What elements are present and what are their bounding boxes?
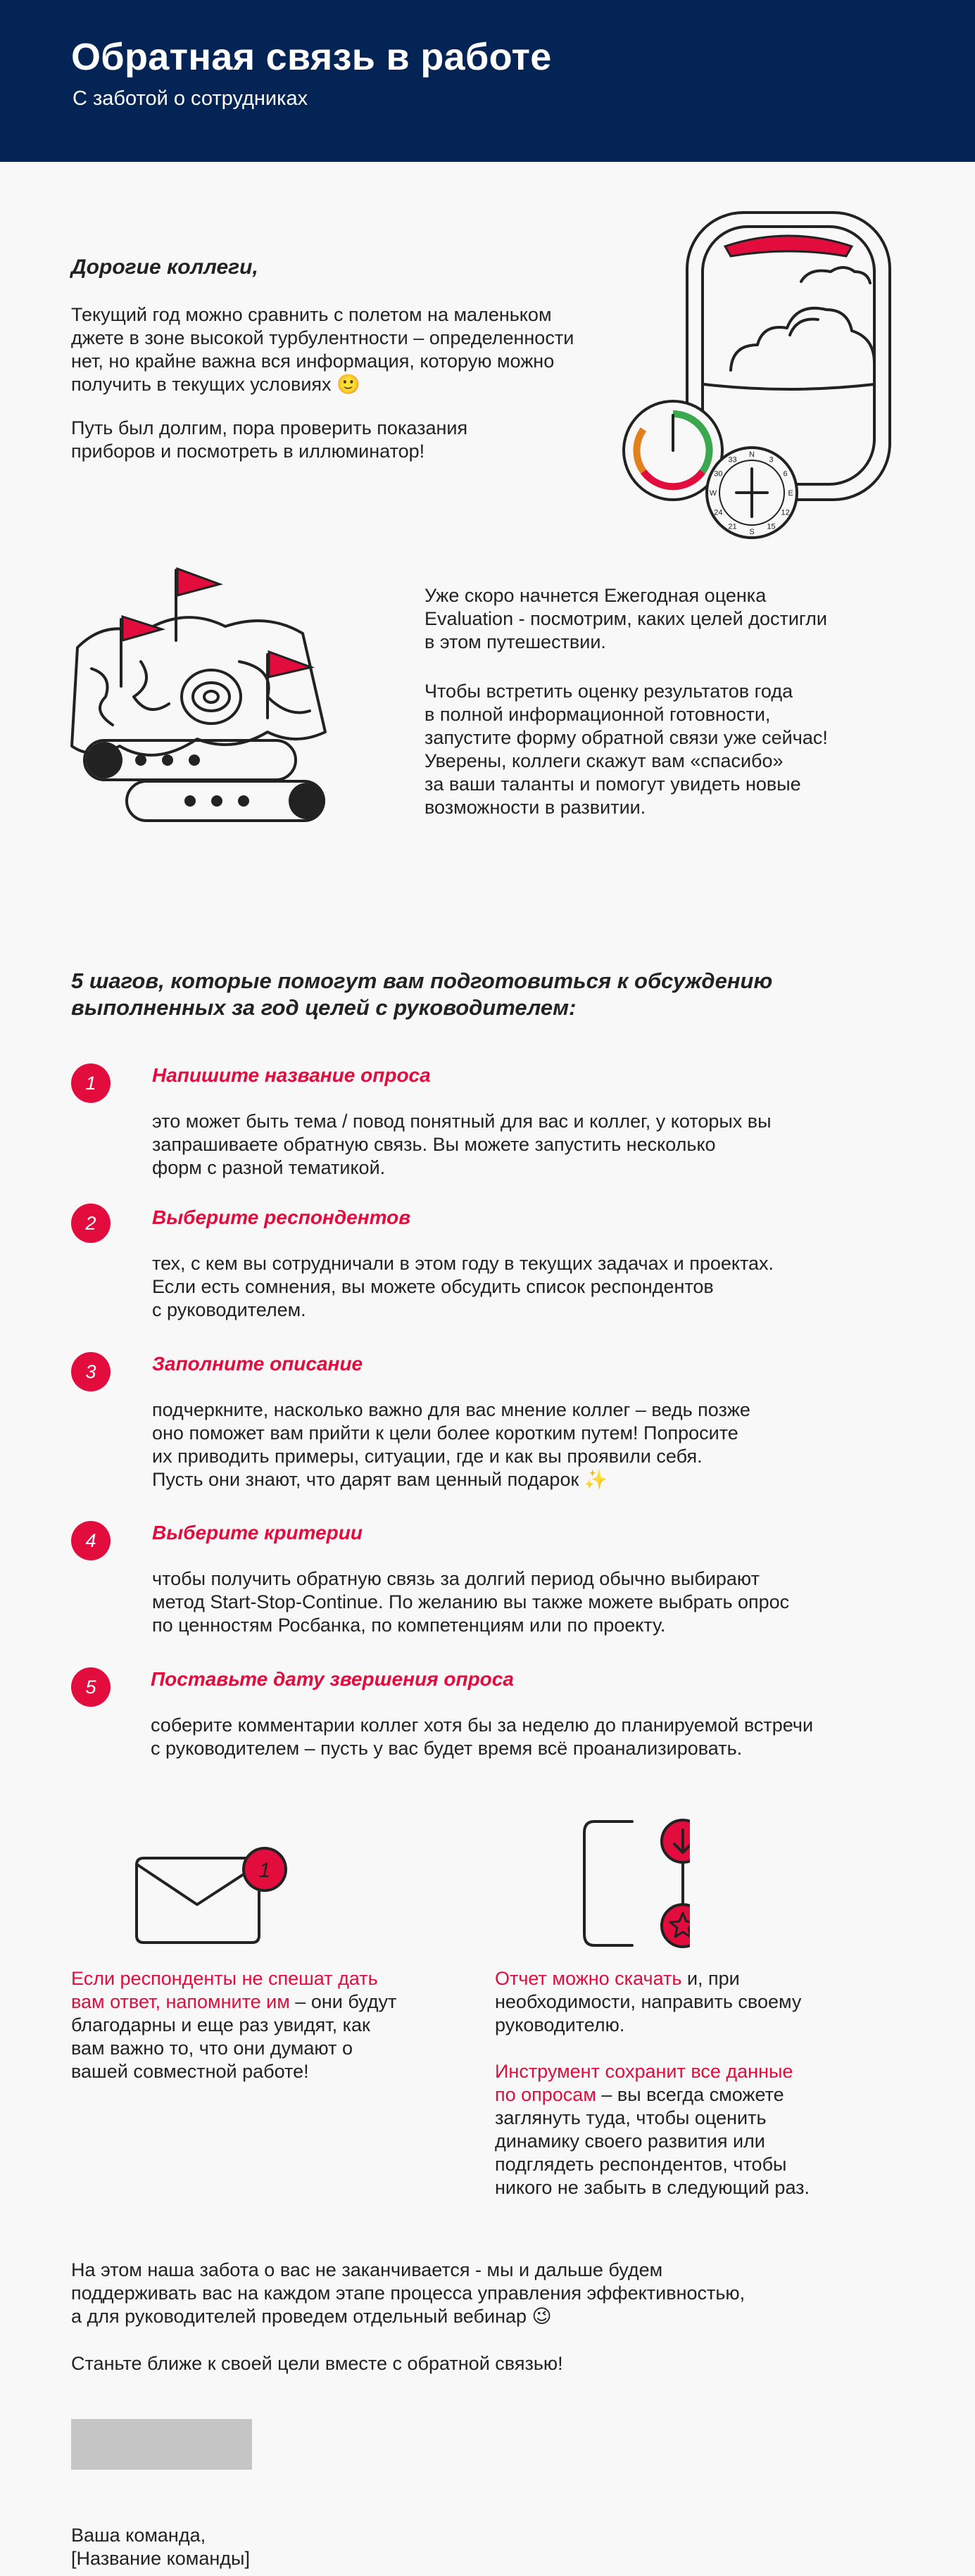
compass-label: 30 xyxy=(714,469,723,479)
text-line: метод Start-Stop-Continue. По желанию вы также можете выбрать опрос xyxy=(152,1591,790,1612)
text-line: Evaluation - посмотрим, каких целей достигли xyxy=(424,608,827,629)
dot xyxy=(189,755,200,766)
text-line: необходимости, направить своему xyxy=(495,1991,802,2012)
text-line: Уверены, коллеги скажут вам «спасибо» xyxy=(424,750,784,771)
text-line: джете в зоне высокой турбулентности – определенности xyxy=(71,327,574,348)
text-line: динамику своего развития или xyxy=(495,2130,765,2152)
text-line: тех, с кем вы сотрудничали в этом году в текущих задачах и проектах. xyxy=(152,1253,774,1274)
tip-reminder-red-line: Если респонденты не спешат дать xyxy=(71,1968,378,1989)
document-bracket xyxy=(584,1821,632,1945)
tip-saved-red-text: по опросам xyxy=(495,2084,596,2105)
dot xyxy=(184,795,196,807)
text-line: это может быть тема / повод понятный для вас и коллег, у которых вы xyxy=(152,1111,772,1132)
map-island-outer xyxy=(182,670,241,724)
compass-label: W xyxy=(709,489,717,498)
step-5-text xyxy=(151,1714,813,1760)
greeting: Дорогие коллеги, xyxy=(71,255,258,279)
treasure-map-illustration xyxy=(63,556,366,852)
text-line: соберите комментарии коллег хотя бы за неделю до планируемой встречи xyxy=(151,1715,814,1736)
text-line: поддерживать вас на каждом этапе процесса управления эффективностью, xyxy=(71,2283,746,2304)
compass-label: 12 xyxy=(781,508,790,517)
step-1-text xyxy=(152,1110,772,1180)
steps-heading xyxy=(71,968,772,1021)
thumbs-up-icon xyxy=(289,783,325,819)
text-line: благодарны и еще раз увидят, как xyxy=(71,2014,370,2035)
dot xyxy=(135,755,146,766)
window-frame-inner xyxy=(703,227,874,484)
text-line: Если есть сомнения, вы можете обсудить список респондентов xyxy=(152,1276,714,1297)
flag-2-icon xyxy=(122,617,162,640)
step-5-title: Поставьте дату звершения опроса xyxy=(151,1668,514,1690)
text-line: заглянуть туда, чтобы оценить xyxy=(495,2107,767,2128)
closing-cta: Станьте ближе к своей цели вместе с обратной связью! xyxy=(71,2353,563,2374)
download-icon xyxy=(662,1820,690,1862)
text-line: Путь был долгим, пора проверить показания xyxy=(71,417,468,438)
text-line: подглядеть респондентов, чтобы xyxy=(495,2154,787,2175)
signature-line: [Название команды] xyxy=(71,2548,250,2569)
compass-label: S xyxy=(749,528,755,536)
envelope-flap xyxy=(138,1865,258,1905)
map-route-middle xyxy=(134,662,169,709)
download-save-illustration xyxy=(577,1814,690,1955)
closing-paragraph xyxy=(71,2259,745,2328)
signature-line: Ваша команда, xyxy=(71,2525,206,2546)
cloud-big xyxy=(731,308,874,370)
tip-download-mixed-line xyxy=(495,1967,801,1990)
notification-badge-count: 1 xyxy=(258,1859,271,1882)
map-route-left xyxy=(92,669,113,725)
compass-label: N xyxy=(749,450,755,459)
envelope-icon xyxy=(137,1858,259,1943)
compass-label: 6 xyxy=(783,469,788,479)
text-line: а для руководителей проведем отдельный вебинар 😉 xyxy=(71,2306,552,2327)
tip-download-dark-text: и, при xyxy=(681,1968,740,1989)
step-5-number: 5 xyxy=(71,1667,111,1707)
tip-saved-dark-text: – вы всегда сможете xyxy=(596,2084,784,2105)
dot xyxy=(238,795,249,807)
horizon-line xyxy=(704,384,874,389)
step-2-text xyxy=(152,1252,774,1322)
tip-reminder-red-text: вам ответ, напомните им xyxy=(71,1991,290,2012)
text-line: с руководителем. xyxy=(152,1299,306,1320)
tip-saved-red-line: Инструмент сохранит все данные xyxy=(495,2061,793,2082)
text-line: оно поможет вам прийти к цели более коротким путем! Попросите xyxy=(152,1422,738,1444)
compass-label: 3 xyxy=(769,455,774,465)
text-line: форм с разной тематикой. xyxy=(152,1157,386,1178)
step-4-text xyxy=(152,1567,789,1637)
text-line: подчеркните, насколько важно для вас мнение коллег – ведь позже xyxy=(152,1399,750,1420)
text-line: в этом путешествии. xyxy=(424,631,606,652)
tip-download-report xyxy=(495,1967,801,2037)
map-island-middle xyxy=(193,683,229,711)
tip-download-red-text: Отчет можно скачать xyxy=(495,1968,682,1989)
cloud-detail xyxy=(790,319,818,335)
step-3-title: Заполните описание xyxy=(152,1353,363,1375)
step-2-title: Выберите респондентов xyxy=(152,1206,411,1228)
text-line: Чтобы встретить оценку результатов года xyxy=(424,681,793,702)
text-line: вам важно то, что они думают о xyxy=(71,2038,353,2059)
evaluation-paragraph-2 xyxy=(424,680,828,819)
evaluation-paragraph-1 xyxy=(424,584,827,654)
text-line: получить в текущих условиях 🙂 xyxy=(71,374,360,395)
text-line: На этом наша забота о вас не заканчивается - мы и дальше будем xyxy=(71,2259,663,2280)
tip-reminder xyxy=(71,1967,396,2083)
heading-line: выполненных за год целей с руководителем: xyxy=(71,995,577,1020)
text-line: в полной информационной готовности, xyxy=(424,704,771,725)
text-line: чтобы получить обратную связь за долгий период обычно выбирают xyxy=(152,1568,760,1589)
step-1-title: Напишите название опроса xyxy=(152,1064,431,1086)
cloud-small xyxy=(801,267,870,283)
text-line: нет, но крайне важна вся информация, которую можно xyxy=(71,351,555,372)
intro-paragraph-1 xyxy=(71,303,574,396)
text-line: вашей совместной работе! xyxy=(71,2061,309,2082)
text-line: руководителю. xyxy=(495,2014,625,2035)
text-line: приборов и посмотреть в иллюминатор! xyxy=(71,441,425,462)
compass-label: 21 xyxy=(728,522,737,531)
text-line: запустите форму обратной связи уже сейчас! xyxy=(424,727,828,748)
text-line: Пусть они знают, что дарят вам ценный подарок ✨ xyxy=(152,1469,608,1490)
text-line: запрашиваете обратную связь. Вы можете запустить несколько xyxy=(152,1134,716,1155)
text-line: никого не забыть в следующий раз. xyxy=(495,2177,810,2198)
step-4-number: 4 xyxy=(71,1521,111,1560)
compass-label: 33 xyxy=(728,455,737,465)
page-subtitle: С заботой о сотрудниках xyxy=(73,87,308,110)
envelope-illustration xyxy=(127,1837,296,1950)
flag-1-icon xyxy=(177,569,220,595)
compass-label: E xyxy=(788,489,793,498)
flag-3-icon xyxy=(269,652,311,677)
text-line: с руководителем – пусть у вас будет время всё проанализировать. xyxy=(151,1738,743,1759)
header-banner xyxy=(0,0,975,162)
signature xyxy=(71,2524,250,2570)
window-shade xyxy=(725,236,852,256)
tip-saved-mixed-line xyxy=(495,2083,810,2107)
step-2-number: 2 xyxy=(71,1204,111,1243)
heading-line: 5 шагов, которые помогут вам подготовиться к обсуждению xyxy=(71,968,773,993)
dot xyxy=(162,755,173,766)
text-line: Уже скоро начнется Ежегодная оценка xyxy=(424,585,767,606)
text-line: по ценностям Росбанка, по компетенциям или по проекту. xyxy=(152,1615,666,1636)
text-line: возможности в развитии. xyxy=(424,797,646,818)
dot xyxy=(211,795,222,807)
text-line: за ваши таланты и помогут увидеть новые xyxy=(424,774,801,795)
text-line: Текущий год можно сравнить с полетом на маленьком xyxy=(71,304,552,325)
step-4-title: Выберите критерии xyxy=(152,1522,363,1543)
step-3-number: 3 xyxy=(71,1352,111,1391)
text-line: их приводить примеры, ситуации, где и как вы проявили себя. xyxy=(152,1446,703,1467)
step-1-number: 1 xyxy=(71,1063,111,1103)
page-title: Обратная связь в работе xyxy=(71,36,552,78)
thumbs-down-icon xyxy=(86,742,122,778)
tip-reminder-mixed-line xyxy=(71,1990,396,2014)
tip-reminder-dark-text: – они будут xyxy=(289,1991,397,2012)
tip-saved-data xyxy=(495,2060,810,2199)
logo-placeholder xyxy=(71,2419,252,2470)
step-3-text xyxy=(152,1399,750,1491)
map-island-center xyxy=(204,691,218,702)
airplane-window-illustration xyxy=(612,204,908,542)
intro-paragraph-2 xyxy=(71,417,467,463)
compass-label: 15 xyxy=(767,522,776,531)
compass-label: 24 xyxy=(714,508,723,517)
